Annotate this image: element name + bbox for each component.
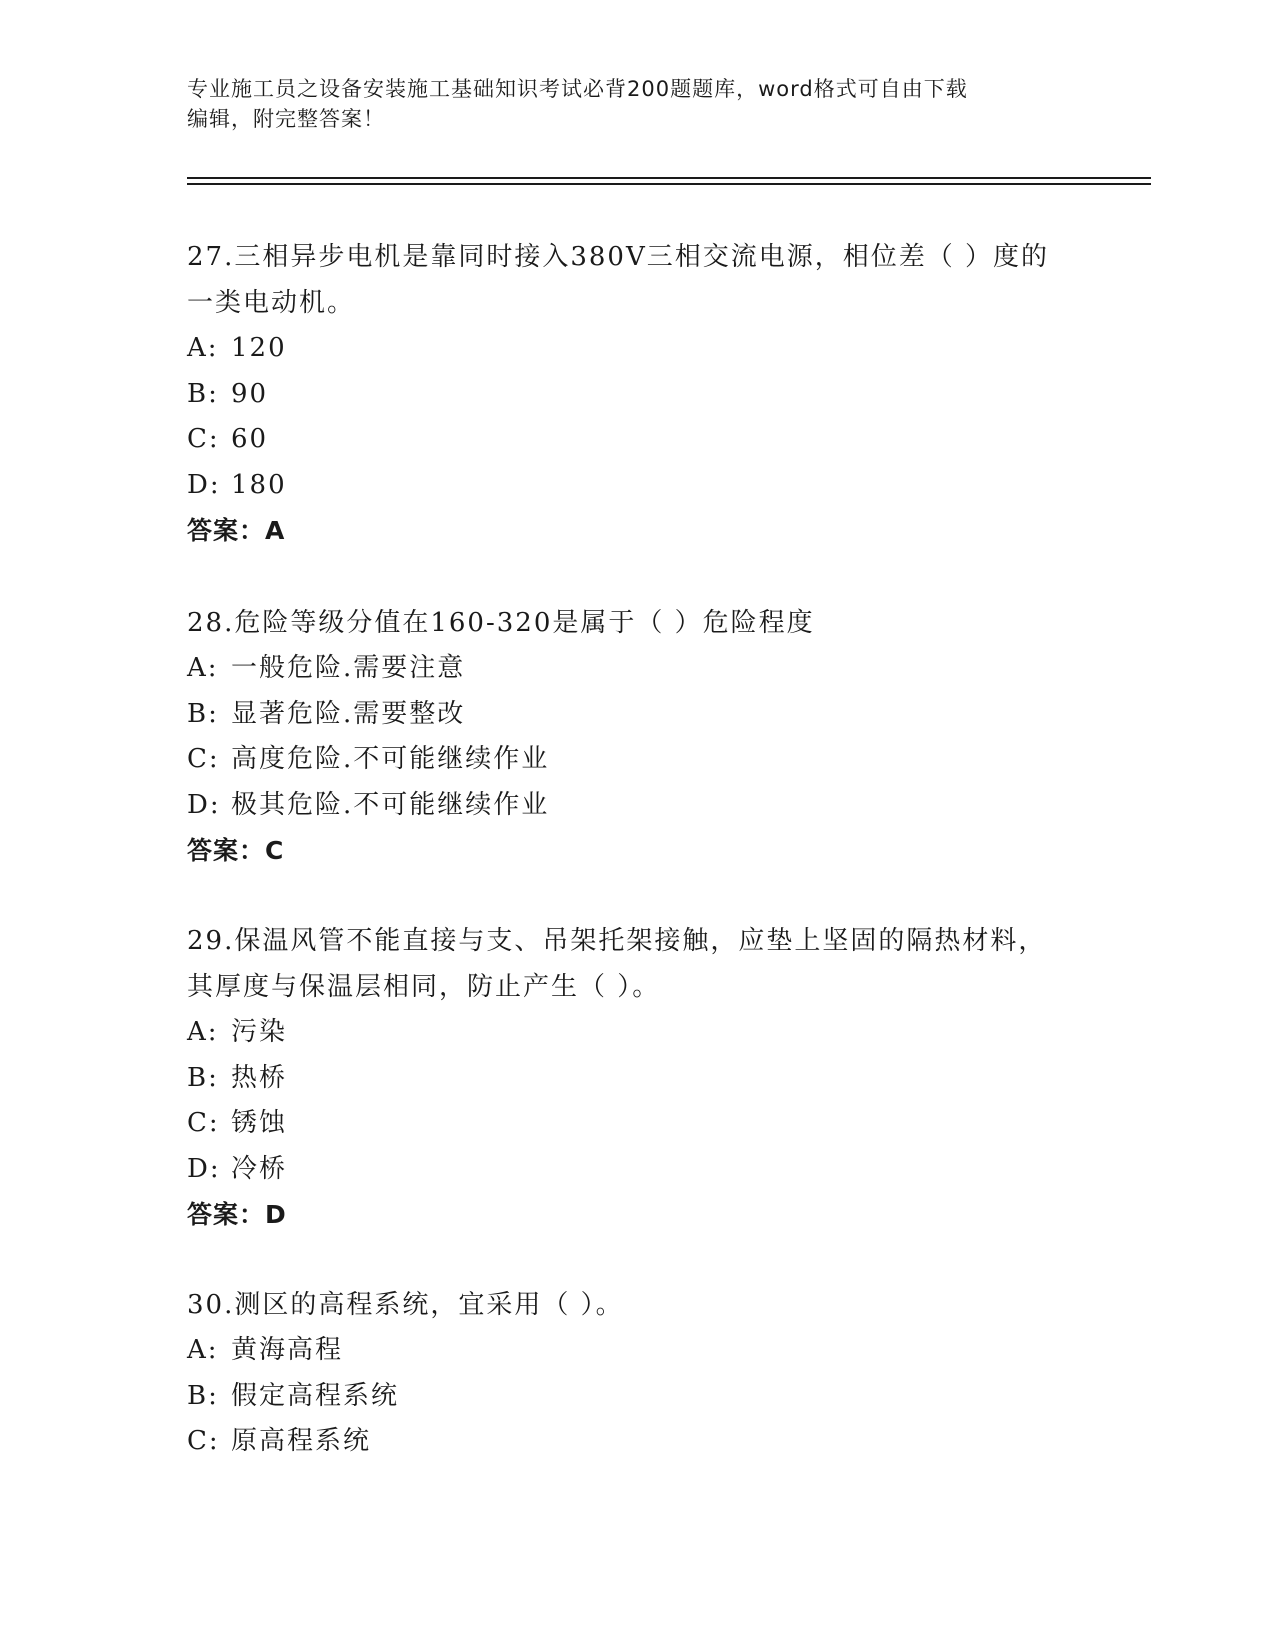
question-text-line: 28.危险等级分值在160-320是属于（ ）危险程度 (187, 608, 815, 638)
question-28 (187, 600, 1087, 874)
option-letter: A: (187, 653, 219, 683)
option-letter: C: (187, 1426, 220, 1456)
question-text-line: 29.保温风管不能直接与支、吊架托架接触，应垫上坚固的隔热材料， (187, 926, 1047, 956)
option-b (187, 692, 1087, 738)
question-text-line: 30.测区的高程系统，宜采用（ ）。 (187, 1290, 624, 1320)
option-text: 90 (231, 378, 269, 409)
document-header (187, 74, 1067, 134)
option-text: 极其危险.不可能继续作业 (231, 789, 550, 820)
option-text: 热桥 (231, 1062, 288, 1093)
option-letter: B: (187, 1380, 219, 1411)
option-letter: A: (187, 1017, 219, 1047)
header-line-1: 专业施工员之设备安装施工基础知识考试必背200题题库，word格式可自由下载 (187, 77, 968, 101)
option-b (187, 1056, 1087, 1102)
option-text: 120 (231, 333, 287, 363)
option-text: 假定高程系统 (231, 1380, 400, 1411)
option-letter: B: (187, 1062, 219, 1093)
option-text: 高度危险.不可能继续作业 (231, 744, 550, 774)
header-line-2: 编辑，附完整答案！ (187, 107, 385, 131)
option-text: 黄海高程 (231, 1335, 344, 1365)
option-letter: A: (187, 333, 219, 363)
option-text: 显著危险.需要整改 (231, 698, 466, 729)
answer-line: 答案：D (187, 1200, 287, 1229)
option-letter: D: (187, 469, 221, 500)
question-29 (187, 918, 1087, 1238)
option-letter: D: (187, 789, 221, 820)
option-c (187, 417, 1087, 463)
option-letter: C: (187, 424, 220, 454)
option-a (187, 1328, 1087, 1374)
option-d (187, 1147, 1087, 1193)
option-text: 冷桥 (231, 1153, 288, 1184)
question-text-line: 一类电动机。 (187, 288, 356, 318)
option-letter: B: (187, 698, 219, 729)
option-letter: A: (187, 1335, 219, 1365)
option-letter: C: (187, 744, 220, 774)
option-text: 锈蚀 (231, 1108, 288, 1138)
option-letter: B: (187, 378, 219, 409)
question-text-line: 其厚度与保温层相同，防止产生（ ）。 (187, 972, 661, 1002)
question-27 (187, 234, 1087, 554)
answer-line: 答案：A (187, 516, 286, 545)
answer-line: 答案：C (187, 836, 285, 865)
option-text: 污染 (231, 1017, 288, 1047)
header-divider-bottom (187, 183, 1151, 185)
option-b (187, 1374, 1087, 1420)
option-c (187, 737, 1087, 783)
option-text: 原高程系统 (231, 1426, 372, 1456)
option-a (187, 646, 1087, 692)
header-divider-top (187, 177, 1151, 179)
option-letter: C: (187, 1108, 220, 1138)
option-c (187, 1101, 1087, 1147)
question-text-line: 27.三相异步电机是靠同时接入380V三相交流电源，相位差（ ）度的 (187, 242, 1050, 272)
option-a (187, 326, 1087, 372)
option-b (187, 372, 1087, 418)
option-d (187, 783, 1087, 829)
option-d (187, 463, 1087, 509)
option-text: 一般危险.需要注意 (231, 653, 466, 683)
option-text: 60 (231, 424, 269, 454)
option-text: 180 (231, 469, 287, 500)
option-c (187, 1419, 1087, 1465)
question-30 (187, 1282, 1087, 1465)
option-letter: D: (187, 1153, 221, 1184)
option-a (187, 1010, 1087, 1056)
